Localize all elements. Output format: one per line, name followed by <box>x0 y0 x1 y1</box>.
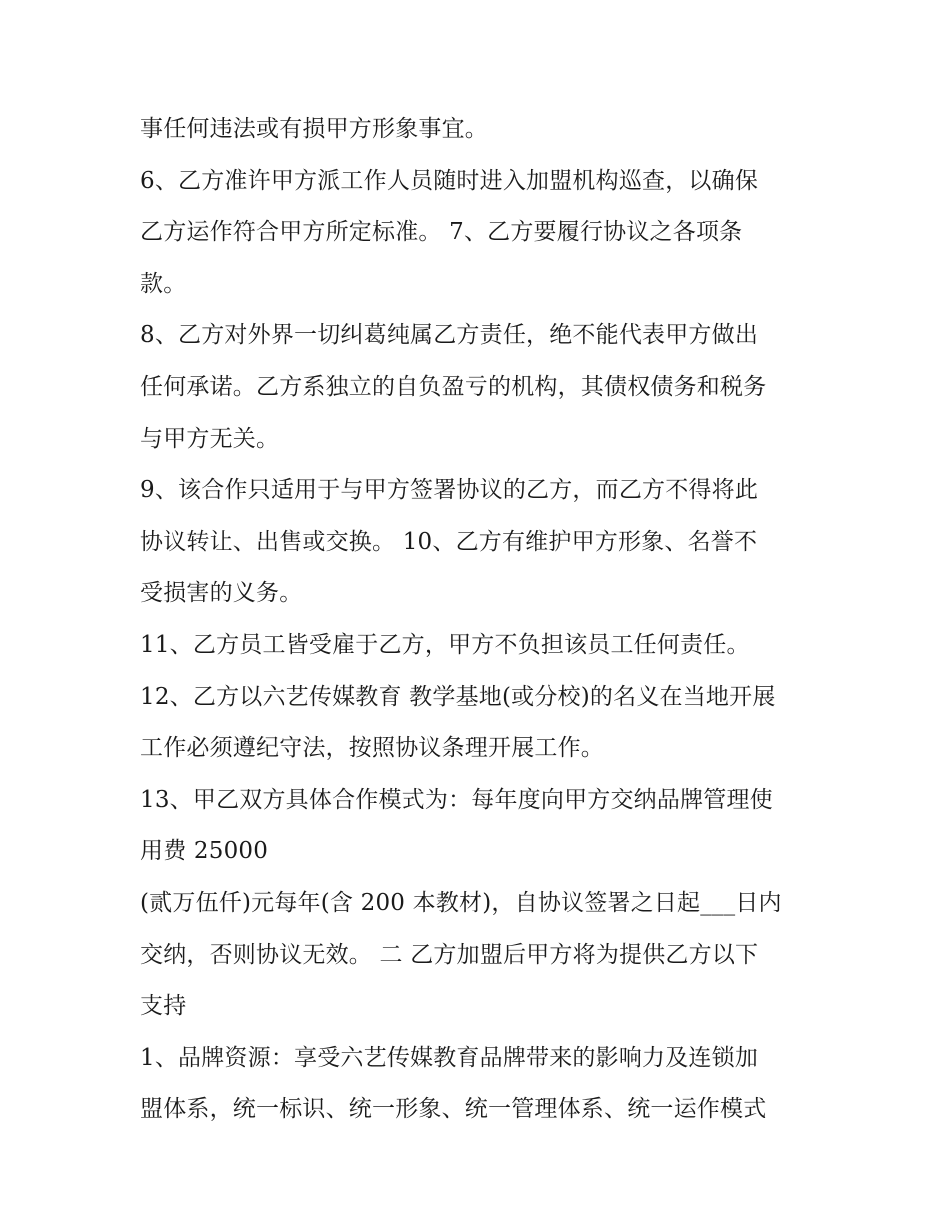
text-line: 支持 <box>140 993 187 1020</box>
text-line: 工作必须遵纪守法，按照协议条理开展工作。 <box>140 735 604 762</box>
text-line: 事任何违法或有损甲方形象事宜。 <box>140 116 488 142</box>
text-line: 8、乙方对外界一切纠葛纯属乙方责任，绝不能代表甲方做出 <box>140 322 759 349</box>
text-line: (贰万伍仟)元每年(含 200 本教材)，自协议签署之日起___日内 <box>140 889 782 916</box>
text-line: 交纳，否则协议无效。 二 乙方加盟后甲方将为提供乙方以下 <box>140 941 759 968</box>
text-line: 9、该合作只适用于与甲方签署协议的乙方，而乙方不得将此 <box>140 477 759 504</box>
text-line: 13、甲乙双方具体合作模式为：每年度向甲方交纳品牌管理使 <box>140 786 773 813</box>
text-line: 用费 25000 <box>140 838 269 865</box>
text-line: 受损害的义务。 <box>140 580 303 607</box>
text-line: 11、乙方员工皆受雇于乙方，甲方不负担该员工任何责任。 <box>140 631 750 658</box>
text-line: 盟体系，统一标识、统一形象、统一管理体系、统一运作模式 <box>140 1096 767 1123</box>
text-line: 协议转让、出售或交换。 10、乙方有维护甲方形象、名誉不 <box>140 528 758 555</box>
text-line: 乙方运作符合甲方所定标准。 7、乙方要履行协议之各项条 <box>140 219 743 246</box>
text-line: 款。 <box>140 270 187 297</box>
text-line: 1、品牌资源：享受六艺传媒教育品牌带来的影响力及连锁加 <box>140 1044 759 1071</box>
text-line: 12、乙方以六艺传媒教育 教学基地(或分校)的名义在当地开展 <box>140 683 776 710</box>
document-body <box>140 104 830 1136</box>
text-line: 与甲方无关。 <box>140 425 280 452</box>
text-line: 任何承诺。乙方系独立的自负盈亏的机构，其债权债务和税务 <box>140 373 767 400</box>
text-line: 6、乙方准许甲方派工作人员随时进入加盟机构巡查，以确保 <box>140 167 759 194</box>
